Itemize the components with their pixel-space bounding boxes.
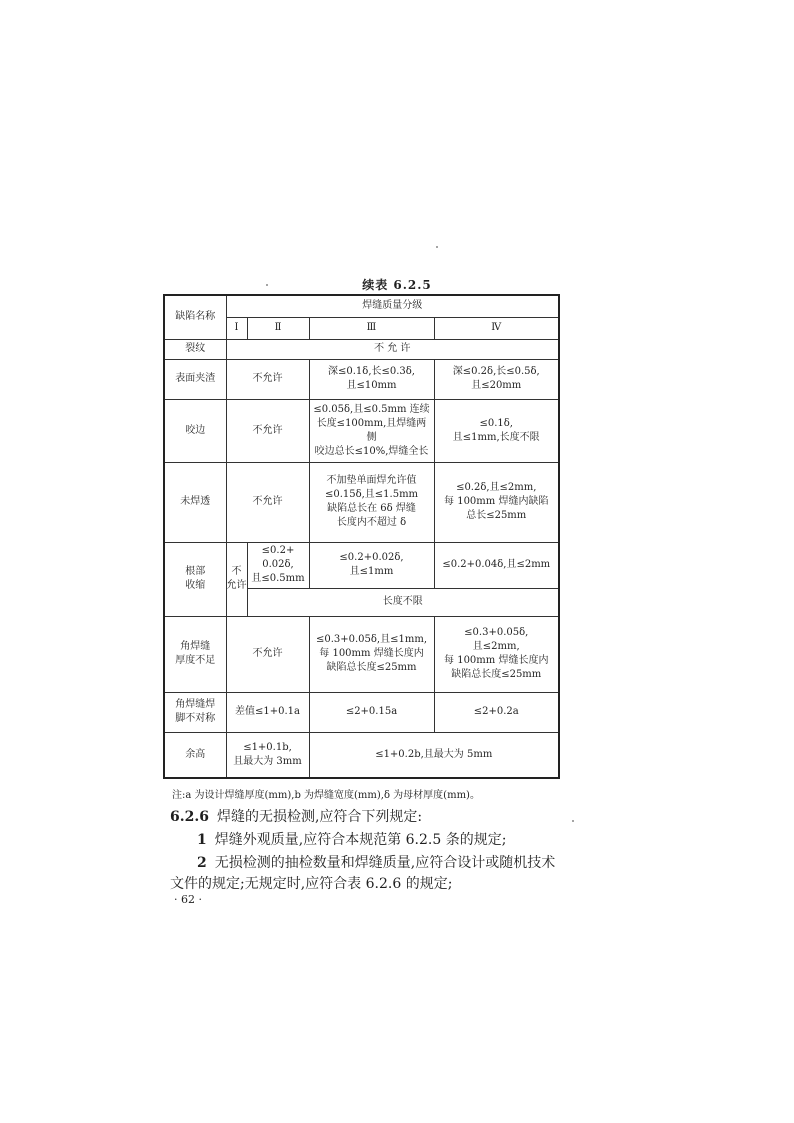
scan-speck: [436, 246, 438, 248]
row-name-slag: 表面夹渣: [164, 359, 226, 399]
row-name-fillet-asymmetry: 角焊缝焊 脚不对称: [164, 692, 226, 732]
reinforcement-grade-3-4: ≤1+0.2b,且最大为 5mm: [309, 732, 559, 778]
row-name-crack: 裂纹: [164, 339, 226, 359]
grade-2-header: Ⅱ: [247, 317, 309, 339]
fillet-asym-grade-3: ≤2+0.15a: [309, 692, 434, 732]
root-length-unlimited: 长度不限: [247, 588, 559, 616]
table-row: [164, 692, 559, 732]
item-number: 1: [197, 832, 207, 848]
root-grade-4: ≤0.2+0.04δ,且≤2mm: [434, 542, 559, 588]
defect-name-header: 缺陷名称: [164, 295, 226, 339]
clause-item-2: [197, 852, 555, 872]
row-name-root-shrinkage: 根部 收缩: [164, 542, 226, 616]
clause-number: 6.2.6: [170, 809, 209, 825]
clause-title: 焊缝的无损检测,应符合下列规定:: [216, 809, 423, 825]
quality-grade-header: 焊缝质量分级: [226, 295, 559, 317]
table-row: [164, 339, 559, 359]
table-row: [164, 616, 559, 692]
table-row: [164, 462, 559, 542]
table-row: [164, 542, 559, 588]
table-row: [164, 399, 559, 462]
grade-1-header: Ⅰ: [226, 317, 247, 339]
crack-value: 不 允 许: [226, 339, 559, 359]
table-note: 注:a 为设计焊缝厚度(mm),b 为焊缝宽度(mm),δ 为母材厚度(mm)。: [172, 790, 480, 801]
item-text: 无损检测的抽检数量和焊缝质量,应符合设计或随机技术: [214, 855, 556, 871]
penetration-grade-1-2: 不允许: [226, 462, 309, 542]
reinforcement-grade-1-2: ≤1+0.1b, 且最大为 3mm: [226, 732, 309, 778]
grade-3-header: Ⅲ: [309, 317, 434, 339]
undercut-grade-3: ≤0.05δ,且≤0.5mm 连续 长度≤100mm,且焊缝两侧 咬边总长≤10%,焊缝全长: [309, 399, 434, 462]
clause-heading: [170, 806, 422, 826]
fillet-thickness-grade-4: ≤0.3+0.05δ, 且≤2mm, 每 100mm 焊缝长度内 缺陷总长度≤25mm: [434, 616, 559, 692]
fillet-thickness-grade-3: ≤0.3+0.05δ,且≤1mm, 每 100mm 焊缝长度内 缺陷总长度≤25mm: [309, 616, 434, 692]
penetration-grade-3: 不加垫单面焊允许值 ≤0.15δ,且≤1.5mm 缺陷总长在 6δ 焊缝 长度内不超过 δ: [309, 462, 434, 542]
fillet-asym-grade-4: ≤2+0.2a: [434, 692, 559, 732]
undercut-grade-4: ≤0.1δ, 且≤1mm,长度不限: [434, 399, 559, 462]
scan-speck: [572, 820, 574, 822]
root-grade-2: ≤0.2+ 0.02δ, 且≤0.5mm: [247, 542, 309, 588]
penetration-grade-4: ≤0.2δ,且≤2mm, 每 100mm 焊缝内缺陷 总长≤25mm: [434, 462, 559, 542]
page-number: · 62 ·: [174, 893, 202, 906]
clause-item-1: [197, 829, 506, 849]
clause-item-2-continuation: 文件的规定;无规定时,应符合表 6.2.6 的规定;: [170, 876, 453, 892]
grade-4-header: Ⅳ: [434, 317, 559, 339]
row-name-fillet-thickness: 角焊缝 厚度不足: [164, 616, 226, 692]
slag-grade-4: 深≤0.2δ,长≤0.5δ, 且≤20mm: [434, 359, 559, 399]
row-name-undercut: 咬边: [164, 399, 226, 462]
weld-quality-table: [163, 294, 560, 779]
table-row: [164, 732, 559, 778]
item-number: 2: [197, 855, 207, 871]
item-text: 焊缝外观质量,应符合本规范第 6.2.5 条的规定;: [214, 832, 507, 848]
slag-grade-1-2: 不允许: [226, 359, 309, 399]
fillet-asym-grade-1-2: 差值≤1+0.1a: [226, 692, 309, 732]
root-grade-1: 不 允许: [226, 542, 247, 616]
fillet-thickness-grade-1-2: 不允许: [226, 616, 309, 692]
undercut-grade-1-2: 不允许: [226, 399, 309, 462]
slag-grade-3: 深≤0.1δ,长≤0.3δ, 且≤10mm: [309, 359, 434, 399]
row-name-reinforcement: 余高: [164, 732, 226, 778]
row-name-lack-of-penetration: 未焊透: [164, 462, 226, 542]
table-row: [164, 359, 559, 399]
table-caption: 续表 6.2.5: [362, 278, 432, 292]
root-grade-3: ≤0.2+0.02δ, 且≤1mm: [309, 542, 434, 588]
